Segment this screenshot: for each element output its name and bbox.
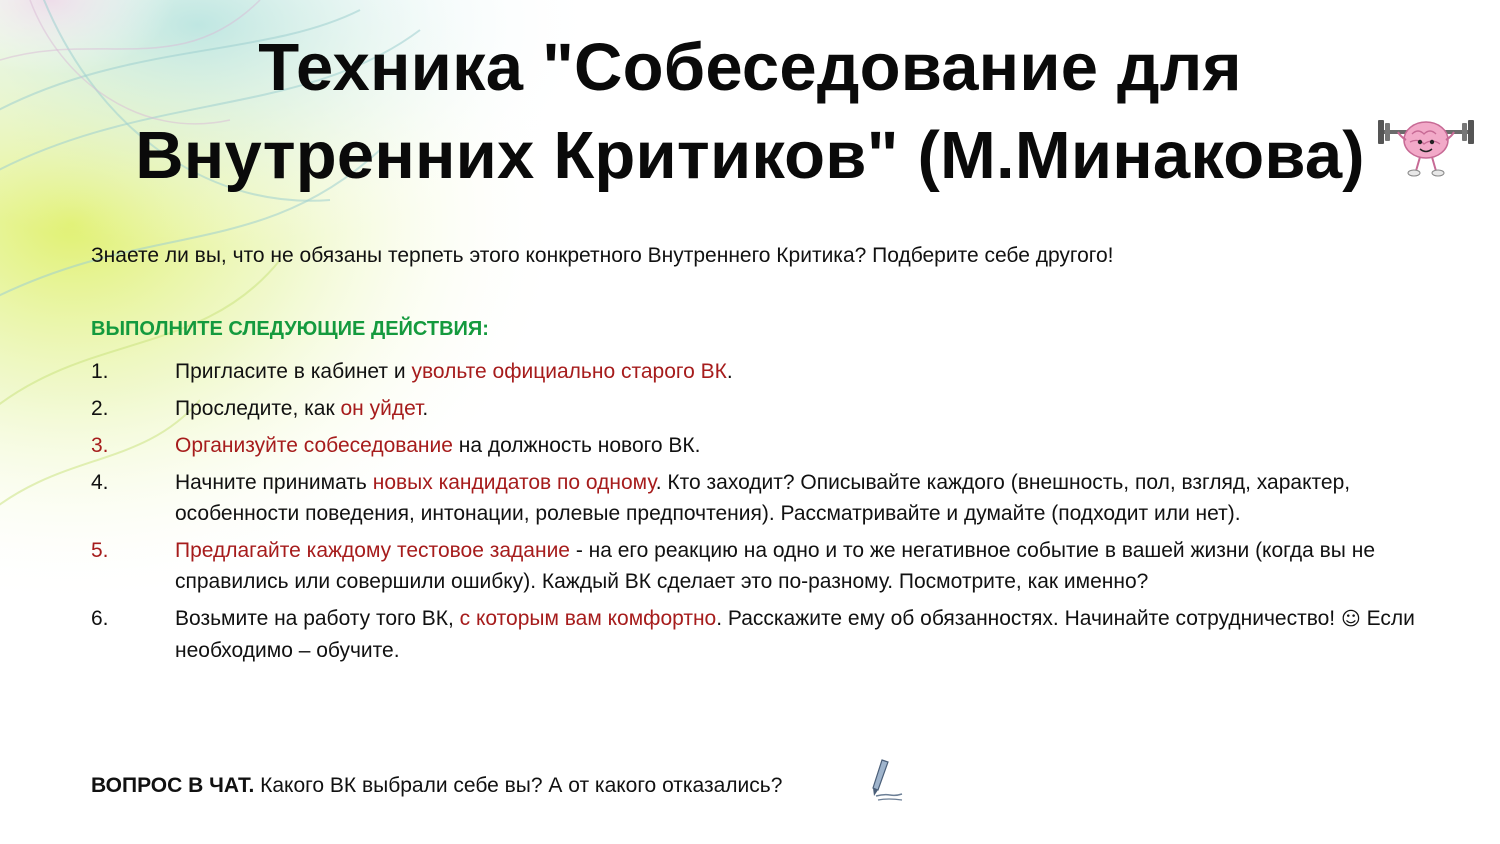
list-item-text-part: . — [726, 360, 733, 383]
list-item-number: 5. — [91, 539, 109, 562]
list-item-text — [175, 603, 1421, 666]
list-item-highlight: новых кандидатов по одному — [372, 471, 656, 494]
list-item-number: 3. — [91, 434, 109, 457]
list-item-highlight: с которым вам комфортно — [459, 607, 717, 630]
brain-with-dumbbell-icon — [1376, 110, 1476, 182]
list-item-text-part: Если необходимо – обучите. — [175, 607, 1415, 662]
list-item-text — [175, 393, 1421, 424]
list-item-highlight: увольте официально старого ВК — [411, 360, 727, 383]
list-item-text-part: . — [422, 397, 429, 420]
actions-list — [91, 356, 1421, 672]
list-item-highlight: он уйдет — [340, 397, 423, 420]
list-item-text-part: Проследите, как — [175, 397, 341, 420]
list-item-text-part: Возьмите на работу того ВК, — [175, 607, 460, 630]
list-item — [91, 603, 1421, 666]
smiley-icon: ☺ — [1340, 608, 1361, 630]
list-item-text — [175, 356, 1421, 387]
intro-text: Знаете ли вы, что не обязаны терпеть этого конкретного Внутреннего Критика? Подберите себе другого! — [91, 244, 1114, 267]
list-item-number: 1. — [91, 360, 109, 383]
list-item-text-part: . Расскажите ему об обязанностях. Начинайте сотрудничество! — [716, 607, 1341, 630]
slide-title — [80, 24, 1420, 200]
list-item-text — [175, 467, 1421, 529]
list-item-text-part: Пригласите в кабинет и — [175, 360, 412, 383]
list-item — [91, 356, 1421, 387]
chat-question-label: ВОПРОС В ЧАТ. — [91, 774, 255, 797]
pen-writing-icon — [864, 756, 908, 804]
list-item-number: 4. — [91, 471, 109, 494]
list-item — [91, 467, 1421, 529]
list-item-number: 6. — [91, 607, 109, 630]
list-item-number: 2. — [91, 397, 109, 420]
chat-question — [91, 774, 782, 798]
chat-question-text: Какого ВК выбрали себе вы? А от какого отказались? — [254, 774, 783, 797]
list-item-text — [175, 430, 1421, 461]
slide-title-line-2: Внутренних Критиков" (М.Минакова) — [135, 118, 1365, 193]
list-item-highlight: Предлагайте каждому тестовое задание — [175, 539, 570, 562]
list-item-highlight: Организуйте собеседование — [175, 434, 453, 457]
slide-title-line-1: Техника "Собеседование для — [258, 30, 1242, 105]
list-item-text-part: . Кто заходит? Описывайте каждого (внешность, пол, взгляд, характер, особенности поведения, интонации, ролевые предпочтения). Рассматривайте и думайте (подходит или нет). — [175, 471, 1351, 525]
actions-heading: ВЫПОЛНИТЕ СЛЕДУЮЩИЕ ДЕЙСТВИЯ: — [91, 318, 489, 340]
list-item-text — [175, 535, 1421, 597]
list-item — [91, 535, 1421, 597]
list-item-text-part: - на его реакцию на одно и то же негативное событие в вашей жизни (когда вы не справились или совершили ошибку). Каждый ВК сделает это по-разному. Посмотрите, как именно? — [175, 539, 1376, 593]
list-item — [91, 430, 1421, 461]
list-item-text-part: Начните принимать — [175, 471, 373, 494]
list-item-text-part: на должность нового ВК. — [452, 434, 701, 457]
list-item — [91, 393, 1421, 424]
